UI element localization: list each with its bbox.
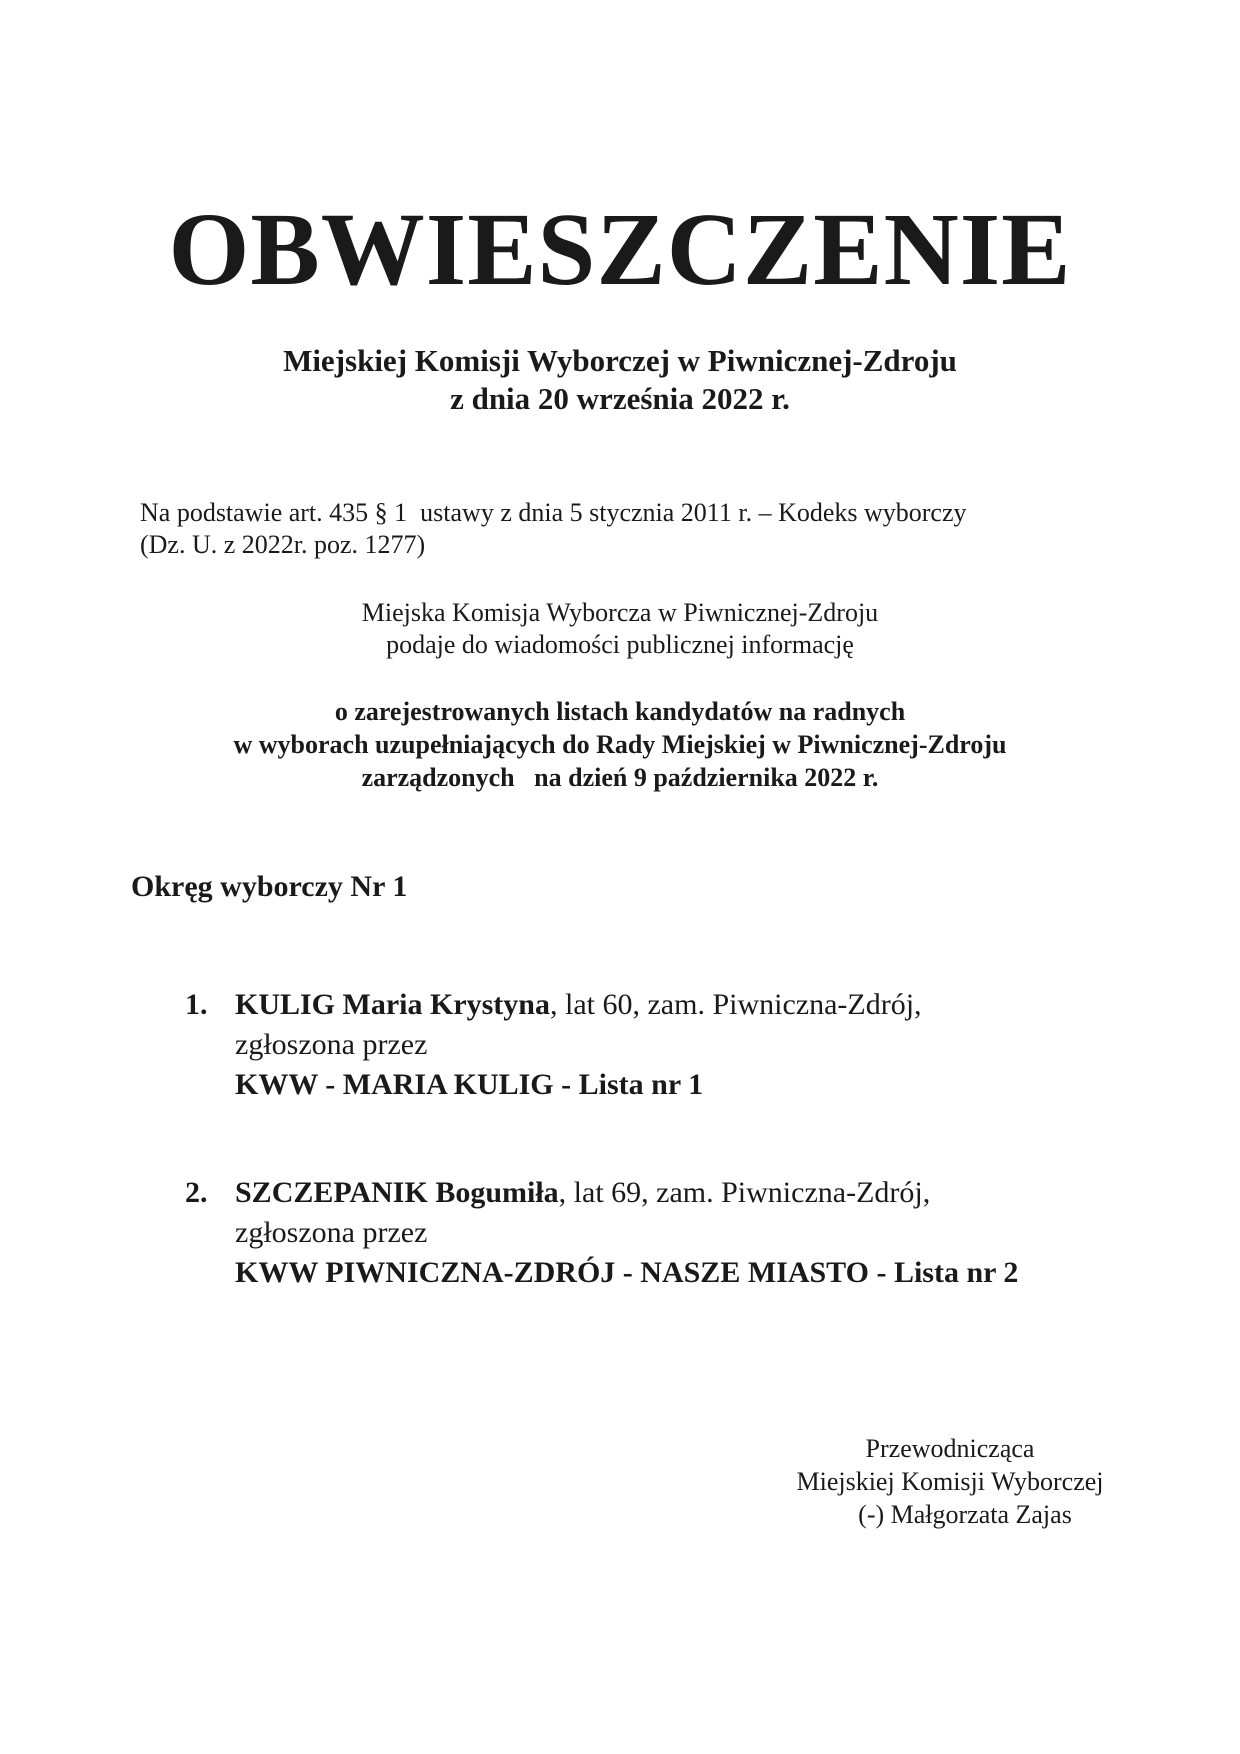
signature-body: Miejskiej Komisji Wyborczej	[796, 1467, 1104, 1496]
legal-basis	[140, 497, 967, 561]
candidate-list: KWW - MARIA KULIG - Lista nr 1	[235, 1068, 704, 1101]
signature-block	[770, 1432, 1130, 1531]
candidate-number: 2.	[185, 1176, 208, 1209]
signature-role: Przewodnicząca	[865, 1434, 1035, 1463]
district-heading: Okręg wyborczy Nr 1	[131, 870, 408, 903]
candidate-submitted-by: zgłoszona przez	[235, 1216, 428, 1249]
candidate-entry	[185, 985, 922, 1105]
legal-basis-line-1: Na podstawie art. 435 § 1 ustawy z dnia 5 stycznia 2011 r. – Kodeks wyborczy	[140, 498, 967, 527]
candidate-name: SZCZEPANIK Bogumiła	[235, 1176, 559, 1209]
candidate-list: KWW PIWNICZNA-ZDRÓJ - NASZE MIASTO - Lista nr 2	[235, 1256, 1019, 1289]
document-subtitle	[0, 342, 1240, 418]
commission-line-2: podaje do wiadomości publicznej informację	[386, 630, 854, 659]
commission-statement	[0, 597, 1240, 661]
legal-basis-line-2: (Dz. U. z 2022r. poz. 1277)	[140, 530, 426, 559]
document-title: OBWIESZCZENIE	[168, 192, 1072, 307]
candidate-details: , lat 60, zam. Piwniczna-Zdrój,	[550, 988, 922, 1021]
candidate-line	[235, 1173, 1018, 1213]
info-line-2: w wyborach uzupełniających do Rady Miejskiej w Piwnicznej-Zdroju	[233, 730, 1007, 759]
subtitle-line-1: Miejskiej Komisji Wyborczej w Piwnicznej-Zdroju	[283, 343, 957, 378]
info-line-3: zarządzonych na dzień 9 października 2022 r.	[361, 763, 879, 792]
candidate-submitted-by: zgłoszona przez	[235, 1028, 428, 1061]
candidate-details: , lat 69, zam. Piwniczna-Zdrój,	[558, 1176, 931, 1209]
commission-line-1: Miejska Komisja Wyborcza w Piwnicznej-Zdroju	[361, 598, 879, 627]
candidate-line	[235, 985, 922, 1025]
candidate-number: 1.	[185, 988, 208, 1021]
subtitle-line-2: z dnia 20 września 2022 r.	[450, 381, 790, 416]
registration-info	[0, 695, 1240, 794]
signature-signer: (-) Małgorzata Zajas	[858, 1500, 1072, 1529]
candidate-entry	[185, 1173, 1018, 1293]
candidate-name: KULIG Maria Krystyna	[235, 988, 550, 1021]
info-line-1: o zarejestrowanych listach kandydatów na radnych	[334, 697, 906, 726]
